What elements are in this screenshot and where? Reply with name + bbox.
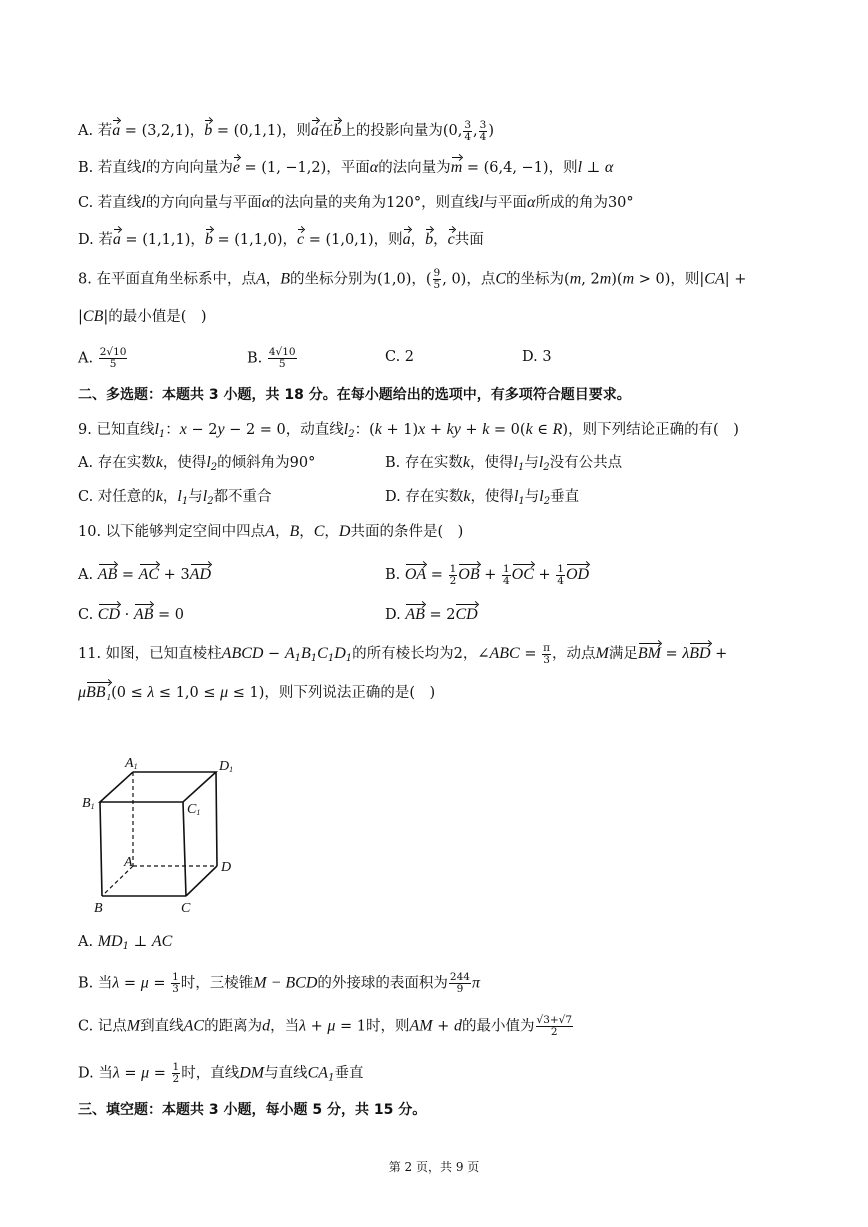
vector: a	[403, 227, 411, 250]
fraction	[536, 1015, 574, 1038]
vector: a	[112, 118, 120, 141]
text-run: ，	[274, 524, 290, 540]
text-run: = (1,0,1)，则	[304, 232, 403, 248]
text-run: +	[479, 567, 501, 583]
text-run: 都不重合	[213, 489, 272, 505]
vector: a	[113, 227, 121, 250]
numerator: 3	[479, 118, 487, 131]
top-face	[100, 772, 216, 802]
hidden-edge-ab	[102, 866, 133, 896]
text-run: 共面	[454, 232, 484, 248]
subscript: 2	[543, 462, 550, 473]
text-run: ，	[410, 232, 426, 248]
text-run: D. 存在实数	[385, 489, 464, 505]
text-run: = (0,1,1)，则	[212, 123, 311, 139]
vector: CD	[455, 602, 477, 625]
vector: BB₁	[86, 680, 111, 703]
subscript: 1	[158, 429, 166, 440]
text-run: D.	[385, 607, 406, 623]
text-run: 8. 在平面直角坐标系中，点	[78, 271, 256, 288]
text-run: C.	[78, 607, 98, 623]
label-d: D	[221, 860, 232, 875]
text-run: , 2	[581, 271, 600, 288]
math-symbol: l	[141, 194, 146, 211]
math-symbol: B	[280, 270, 291, 288]
math-symbol: l	[177, 488, 182, 505]
q11-option-c	[78, 1015, 574, 1038]
numerator: 1	[502, 562, 510, 575]
text-run: =	[119, 1065, 142, 1082]
text-run: = 0(	[489, 422, 526, 438]
text-run: 三、填空题：本题共 3 小题，每小题 5 分，共 15 分。	[78, 1102, 427, 1118]
subscript: 2	[543, 496, 551, 507]
text-run: 与直线	[264, 1065, 308, 1082]
text-run: ，使得	[469, 455, 514, 471]
subscript: 2	[210, 462, 218, 473]
text-run: 的倾斜角为90°	[217, 455, 316, 471]
edge-cd	[186, 866, 217, 896]
vector: b	[425, 227, 433, 250]
math-symbol: l	[539, 488, 544, 505]
math-symbol: λ	[112, 974, 120, 992]
text-run: 时，三棱锥	[180, 975, 254, 992]
subscript: 1	[517, 462, 525, 473]
text-run: =	[426, 567, 448, 583]
math-symbol: AM	[409, 1017, 433, 1035]
math-symbol: M − BCD	[253, 974, 318, 992]
text-run: 没有公共点	[549, 455, 623, 471]
subscript: 1	[328, 1072, 335, 1084]
subscript: 1	[122, 941, 129, 952]
text-run: ，使得	[470, 489, 514, 505]
math-symbol: m	[599, 270, 612, 288]
text-run: ，	[162, 489, 178, 505]
math-symbol: μ	[220, 684, 229, 701]
text-run: + 1)	[381, 422, 419, 438]
text-run: ，	[299, 524, 314, 540]
math-symbol: π	[471, 974, 480, 992]
math-symbol: CB	[82, 308, 104, 325]
math-symbol: l	[538, 454, 544, 471]
math-symbol: l	[206, 454, 211, 471]
math-symbol: l	[343, 421, 349, 438]
math-symbol: AC	[183, 1017, 205, 1035]
vector: OC	[512, 562, 534, 585]
text-run: D. 当	[78, 1065, 113, 1082]
denominator: 5	[109, 358, 117, 370]
text-run: = (1, −1,2)，平面	[239, 160, 370, 176]
text-run: +	[460, 422, 483, 438]
subscript: 2	[207, 496, 214, 507]
math-symbol: m	[569, 270, 582, 288]
math-symbol: μ	[141, 1064, 150, 1082]
text-run: 的方向向量为	[145, 160, 233, 176]
text-run: 9. 已知直线	[78, 422, 155, 438]
text-run: ≤ 1)，则下列说法正确的是( )	[228, 685, 436, 701]
vector: e	[233, 155, 240, 178]
fraction	[449, 972, 471, 995]
q11-option-a	[78, 932, 172, 957]
text-run: | +	[724, 271, 747, 288]
math-symbol: λ	[112, 1064, 120, 1082]
vector: CD	[98, 602, 120, 625]
label-b1: B1	[82, 796, 95, 811]
text-run: 上的投影向量为(0,	[341, 123, 463, 139]
text-run: ，	[324, 524, 339, 540]
math-symbol: M	[126, 1017, 141, 1035]
subscript: 1	[310, 653, 318, 664]
math-symbol: μ	[327, 1017, 336, 1035]
denominator: 2	[449, 574, 457, 587]
vector: AD	[190, 562, 211, 585]
math-symbol: A	[255, 270, 266, 288]
subscript: 1	[345, 653, 353, 664]
text-run: = 0	[153, 607, 184, 623]
math-symbol: DM	[239, 1064, 265, 1082]
text-run: = (6,4, −1)，则	[462, 160, 578, 176]
text-run: 与	[188, 489, 203, 505]
text-run: 的法向量为	[378, 160, 451, 176]
numerator: 1	[557, 562, 564, 575]
text-run: A. 存在实数	[78, 455, 156, 471]
text-run: ，	[265, 271, 281, 288]
numerator: 1	[449, 562, 457, 575]
math-symbol: CA	[307, 1064, 329, 1082]
text-run: 的距离为	[204, 1018, 263, 1035]
subscript: 2	[348, 429, 355, 440]
edge-cc1	[183, 802, 186, 896]
fraction	[172, 1062, 181, 1085]
text-run: +	[710, 646, 728, 662]
text-run: =	[117, 567, 139, 583]
vector: b	[333, 118, 341, 141]
denominator: 4	[557, 574, 564, 587]
text-run: ≤ 1,0 ≤	[154, 685, 221, 701]
text-run: −	[263, 646, 285, 662]
text-run: > 0)，则|	[634, 271, 705, 288]
denominator: 3	[543, 653, 550, 666]
text-run: ，动点	[552, 646, 596, 662]
text-run: 垂直	[550, 489, 580, 505]
math-symbol: α	[369, 159, 379, 176]
math-symbol: l	[141, 159, 146, 176]
numerator: π	[543, 641, 550, 654]
text-run: ⊥	[128, 934, 152, 950]
text-run: 到直线	[140, 1018, 184, 1035]
denominator: 4	[464, 130, 472, 143]
math-symbol: λ	[682, 645, 690, 662]
math-symbol: A	[284, 645, 295, 662]
vector: OB	[458, 562, 479, 585]
denominator: 5	[278, 358, 286, 370]
math-symbol: x	[418, 421, 426, 438]
numerator: 9	[433, 267, 441, 279]
denominator: 9	[456, 983, 464, 995]
math-symbol: k	[374, 421, 382, 438]
vector: OD	[566, 562, 589, 585]
text-run: 的外接球的表面积为	[317, 975, 448, 992]
math-symbol: l	[513, 454, 518, 471]
text-run: 二、多选题：本题共 3 小题，共 18 分。在每小题给出的选项中，有多项符合题目要求。	[78, 387, 631, 403]
text-run: A.	[78, 567, 98, 583]
edge-bb1	[100, 802, 102, 896]
text-run: +	[432, 1018, 454, 1035]
subscript: 1	[294, 653, 301, 664]
math-symbol: μ	[140, 974, 149, 992]
text-run: =	[149, 1065, 171, 1082]
text-run: 的方向向量与平面	[145, 195, 262, 211]
math-symbol: ABCD	[221, 645, 264, 662]
text-run: D. 若	[78, 232, 113, 248]
math-symbol: l	[154, 421, 159, 438]
math-symbol: R	[552, 421, 563, 438]
q11-option-b	[78, 972, 480, 995]
text-run: ∈	[532, 422, 553, 438]
section-3-heading	[78, 1100, 426, 1120]
math-symbol: l	[479, 194, 484, 211]
text-run: (0 ≤	[111, 685, 148, 701]
text-run: B. 若直线	[78, 160, 142, 176]
page-footer: 第 2 页，共 9 页	[388, 1160, 480, 1174]
text-run: = (3,2,1)，	[120, 123, 205, 139]
vector: m	[451, 155, 463, 178]
numerator: 3	[464, 118, 472, 131]
numerator: 1	[172, 1061, 180, 1073]
text-run: =	[519, 646, 542, 662]
text-run: ：	[165, 422, 180, 438]
text-run: A. 若	[78, 123, 113, 139]
text-run: 共面的条件是( )	[350, 524, 464, 540]
text-run: C. 对任意的	[78, 489, 156, 505]
label-a1: A1	[125, 756, 138, 771]
vector: BD	[689, 641, 710, 664]
text-run: 与	[524, 489, 540, 505]
math-symbol: B	[289, 523, 300, 540]
text-run: ：(	[354, 422, 375, 438]
math-symbol: AC	[151, 933, 173, 950]
text-run: ⊥	[582, 160, 605, 176]
denominator: 4	[479, 130, 487, 143]
text-run: ·	[120, 607, 134, 623]
fraction	[171, 972, 180, 995]
math-symbol: λ	[299, 1017, 307, 1035]
label-d1: D1	[219, 759, 234, 774]
text-run: ，使得	[162, 455, 207, 471]
math-symbol: d	[454, 1017, 462, 1035]
math-symbol: l	[202, 488, 208, 505]
math-symbol: k	[482, 421, 490, 438]
subscript: 1	[518, 496, 525, 507]
numerator: 4√10	[268, 346, 296, 358]
vector: AB	[405, 602, 425, 625]
q11-option-d	[78, 1062, 363, 1089]
denominator: 2	[550, 1026, 558, 1038]
text-run: ，当	[270, 1018, 300, 1035]
math-symbol: α	[261, 194, 271, 211]
text-run: = 2	[424, 607, 456, 623]
text-run: |的最小值是( )	[103, 309, 207, 325]
math-symbol: ky	[446, 421, 461, 438]
denominator: 3	[172, 983, 179, 995]
text-run: 的法向量的夹角为120°，则直线	[270, 195, 480, 211]
text-run: B.	[385, 567, 405, 583]
denominator: 4	[502, 574, 510, 587]
math-symbol: k	[462, 454, 470, 471]
text-run: 满足	[608, 646, 638, 662]
text-run: A.	[78, 934, 98, 950]
text-run: C. 若直线	[78, 195, 142, 211]
text-run: =	[148, 975, 171, 992]
text-run: + 3	[159, 567, 190, 583]
math-symbol: CA	[704, 270, 725, 288]
text-run: =	[119, 975, 141, 992]
text-run: 11. 如图，已知直棱柱	[78, 646, 222, 662]
text-run: ，	[433, 232, 448, 248]
numerator: 244	[449, 971, 470, 983]
text-run: |	[78, 309, 83, 325]
text-run: − 2 = 0，动直线	[224, 422, 344, 438]
numerator: 1	[172, 971, 179, 983]
vector: AC	[139, 562, 159, 585]
math-symbol: D	[334, 645, 346, 662]
subscript: 1	[181, 496, 189, 507]
vector: a	[311, 118, 319, 141]
math-symbol: α	[527, 194, 536, 211]
math-symbol: y	[217, 421, 225, 438]
text-run: 的最小值为	[462, 1018, 535, 1035]
text-run: B. 当	[78, 975, 113, 992]
text-run: ,	[473, 123, 478, 139]
text-run: = 1时，则	[335, 1018, 410, 1035]
text-run: A.	[78, 350, 98, 367]
text-run: B.	[247, 350, 267, 367]
text-run: B. 存在实数	[385, 455, 463, 471]
label-c1: C1	[187, 802, 201, 817]
text-run: 的坐标为(	[506, 271, 570, 288]
math-symbol: k	[155, 454, 163, 471]
math-symbol: μ	[78, 684, 87, 701]
label-a: A	[124, 855, 133, 870]
text-run: )(	[611, 271, 623, 288]
text-run: D. 3	[522, 349, 552, 365]
text-run: 的坐标分别为(1,0)，(	[290, 271, 432, 288]
label-c: C	[181, 901, 191, 916]
vector: OA	[405, 562, 426, 585]
vector: b	[204, 118, 212, 141]
math-symbol: k	[525, 421, 533, 438]
math-symbol: l	[513, 488, 519, 505]
denominator: 5	[433, 279, 441, 291]
text-run: 时，直线	[181, 1065, 240, 1082]
math-symbol: m	[622, 270, 635, 288]
math-symbol: d	[262, 1017, 271, 1035]
text-run: +	[533, 567, 556, 583]
label-b: B	[94, 901, 103, 916]
text-run: 在	[318, 123, 334, 139]
text-run: C. 2	[385, 349, 415, 365]
text-run: +	[425, 422, 447, 438]
vector: AB	[134, 602, 154, 625]
text-run: 与	[524, 455, 539, 471]
math-symbol: ABC	[489, 645, 520, 662]
math-symbol: C	[317, 645, 328, 662]
math-symbol: k	[463, 488, 471, 505]
math-symbol: l	[577, 159, 583, 176]
numerator: √3+√7	[536, 1014, 573, 1026]
math-symbol: C	[495, 270, 507, 288]
text-run: =	[660, 646, 683, 662]
math-symbol: B	[300, 645, 311, 662]
text-run: 与平面	[483, 195, 528, 211]
text-run: 的所有棱长均为2，∠	[352, 646, 490, 662]
math-symbol: x	[179, 421, 187, 438]
vector: c	[297, 227, 304, 250]
math-symbol: λ	[147, 684, 155, 701]
denominator: 2	[172, 1073, 180, 1085]
text-run: C. 记点	[78, 1018, 127, 1035]
math-symbol: A	[265, 523, 275, 540]
math-symbol: C	[313, 523, 325, 540]
text-run: = (1,1,1)，	[120, 232, 205, 248]
text-run: )，则下列结论正确的有( )	[562, 422, 739, 438]
text-run: = (1,1,0)，	[212, 232, 297, 248]
vector: BM	[638, 641, 661, 664]
text-run: 10. 以下能够判定空间中四点	[78, 524, 266, 540]
math-symbol: MD	[97, 933, 123, 950]
text-run: )	[488, 123, 495, 139]
math-symbol: k	[155, 488, 163, 505]
math-symbol: D	[338, 523, 351, 540]
math-symbol: M	[595, 645, 609, 662]
text-run: +	[306, 1018, 328, 1035]
vector: c	[448, 227, 455, 250]
numerator: 2√10	[99, 346, 127, 358]
math-symbol: α	[604, 159, 614, 176]
subscript: 1	[327, 653, 335, 664]
edge-dd1	[216, 772, 217, 866]
vector: b	[205, 227, 213, 250]
vector: AB	[98, 562, 118, 585]
text-run: 垂直	[334, 1065, 364, 1082]
text-run: 所成的角为30°	[535, 195, 634, 211]
text-run: , 0)，点	[442, 271, 496, 288]
text-run: − 2	[186, 422, 218, 438]
